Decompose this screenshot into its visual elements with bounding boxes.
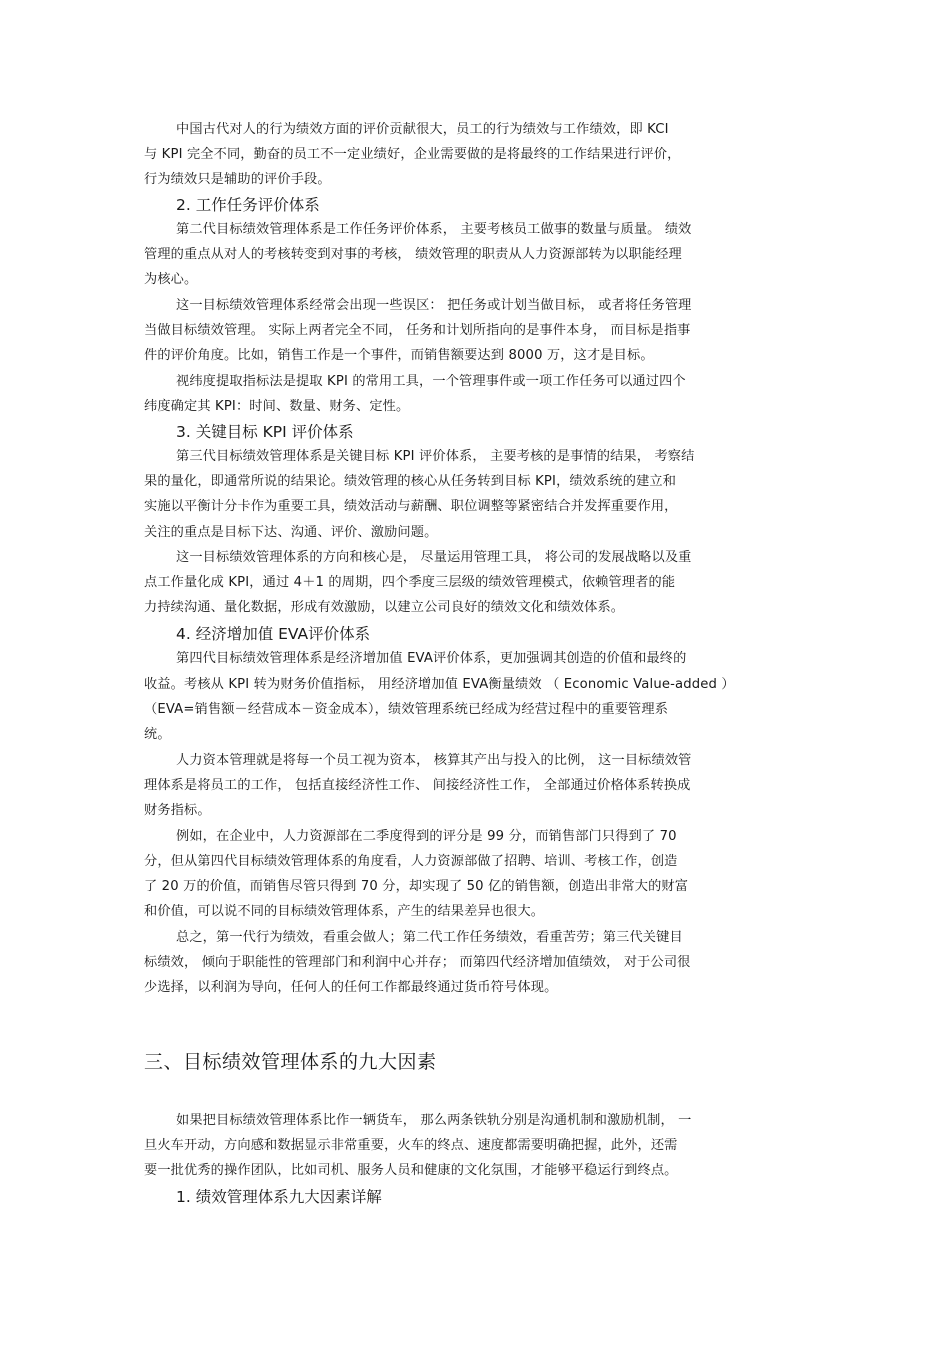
paragraph-line: （EVA=销售额－经营成本－资金成本），绩效管理系统已经成为经营过程中的重要管理系 — [144, 702, 669, 717]
subheading: 2. 工作任务评价体系 — [176, 196, 320, 214]
paragraph-line: 第二代目标绩效管理体系是工作任务评价体系， 主要考核员工做事的数量与质量。 绩效 — [176, 222, 692, 237]
paragraph-line: 和价值，可以说不同的目标绩效管理体系，产生的结果差异也很大。 — [144, 904, 545, 919]
paragraph-line: 关注的重点是目标下达、沟通、评价、激励问题。 — [144, 525, 438, 540]
paragraph-line: 例如，在企业中，人力资源部在二季度得到的评分是 99 分，而销售部门只得到了 70 — [176, 829, 677, 844]
paragraph-line: 中国古代对人的行为绩效方面的评价贡献很大，员工的行为绩效与工作绩效，即 KCI — [176, 122, 669, 137]
paragraph-line: 视纬度提取指标法是提取 KPI 的常用工具，一个管理事件或一项工作任务可以通过四个 — [176, 374, 686, 389]
paragraph-line: 理体系是将员工的工作， 包括直接经济性工作、 间接经济性工作， 全部通过价格体系转换成 — [144, 778, 691, 793]
paragraph-line: 行为绩效只是辅助的评价手段。 — [144, 172, 331, 187]
paragraph-line: 与 KPI 完全不同，勤奋的员工不一定业绩好，企业需要做的是将最终的工作结果进行评价， — [144, 147, 681, 162]
paragraph-line: 这一目标绩效管理体系的方向和核心是， 尽量运用管理工具， 将公司的发展战略以及重 — [176, 550, 692, 565]
paragraph-line: 为核心。 — [144, 272, 198, 287]
paragraph-line: 这一目标绩效管理体系经常会出现一些误区： 把任务或计划当做目标， 或者将任务管理 — [176, 298, 692, 313]
paragraph-line: 分，但从第四代目标绩效管理体系的角度看，人力资源部做了招聘、培训、考核工作，创造 — [144, 854, 678, 869]
section-heading: 三、目标绩效管理体系的九大因素 — [144, 1051, 437, 1073]
paragraph-line: 了 20 万的价值，而销售尽管只得到 70 分，却实现了 50 亿的销售额，创造出非常大的财富 — [144, 879, 689, 894]
paragraph-line: 总之，第一代行为绩效，看重会做人；第二代工作任务绩效，看重苦劳；第三代关键目 — [176, 930, 683, 945]
paragraph-line: 旦火车开动，方向感和数据显示非常重要，火车的终点、速度都需要明确把握，此外，还需 — [144, 1138, 678, 1153]
paragraph-line: 人力资本管理就是将每一个员工视为资本， 核算其产出与投入的比例， 这一目标绩效管 — [176, 753, 692, 768]
paragraph-line: 第四代目标绩效管理体系是经济增加值 EVA评价体系，更加强调其创造的价值和最终的 — [176, 651, 687, 666]
paragraph-line: 件的评价角度。比如，销售工作是一个事件，而销售额要达到 8000 万，这才是目标。 — [144, 348, 654, 363]
paragraph-line: 如果把目标绩效管理体系比作一辆货车， 那么两条铁轨分别是沟通机制和激励机制， 一 — [176, 1113, 692, 1128]
paragraph-line: 统。 — [144, 727, 171, 742]
paragraph-line: 当做目标绩效管理。 实际上两者完全不同， 任务和计划所指向的是事件本身， 而目标是指事 — [144, 323, 691, 338]
subheading: 3. 关键目标 KPI 评价体系 — [176, 423, 354, 441]
subheading: 4. 经济增加值 EVA评价体系 — [176, 625, 371, 643]
paragraph-line: 少选择，以利润为导向，任何人的任何工作都最终通过货币符号体现。 — [144, 980, 558, 995]
paragraph-line: 管理的重点从对人的考核转变到对事的考核， 绩效管理的职责从人力资源部转为以职能经理 — [144, 247, 682, 262]
paragraph-line: 财务指标。 — [144, 803, 211, 818]
paragraph-line: 第三代目标绩效管理体系是关键目标 KPI 评价体系， 主要考核的是事情的结果， 考察结 — [176, 449, 695, 464]
subheading: 1. 绩效管理体系九大因素详解 — [176, 1188, 382, 1206]
paragraph-line: 收益。考核从 KPI 转为财务价值指标， 用经济增加值 EVA衡量绩效 （ Economic Value-added ） — [144, 677, 735, 692]
paragraph-line: 标绩效， 倾向于职能性的管理部门和利润中心并存； 而第四代经济增加值绩效， 对于公司很 — [144, 955, 691, 970]
paragraph-line: 纬度确定其 KPI：时间、数量、财务、定性。 — [144, 399, 410, 414]
paragraph-line: 实施以平衡计分卡作为重要工具，绩效活动与薪酬、职位调整等紧密结合并发挥重要作用， — [144, 499, 678, 514]
paragraph-line: 力持续沟通、量化数据，形成有效激励，以建立公司良好的绩效文化和绩效体系。 — [144, 600, 625, 615]
paragraph-line: 点工作量化成 KPI，通过 4＋1 的周期，四个季度三层级的绩效管理模式，依赖管理者的能 — [144, 575, 676, 590]
paragraph-line: 要一批优秀的操作团队，比如司机、服务人员和健康的文化氛围，才能够平稳运行到终点。 — [144, 1163, 678, 1178]
paragraph-line: 果的量化，即通常所说的结果论。绩效管理的核心从任务转到目标 KPI，绩效系统的建立和 — [144, 474, 677, 489]
